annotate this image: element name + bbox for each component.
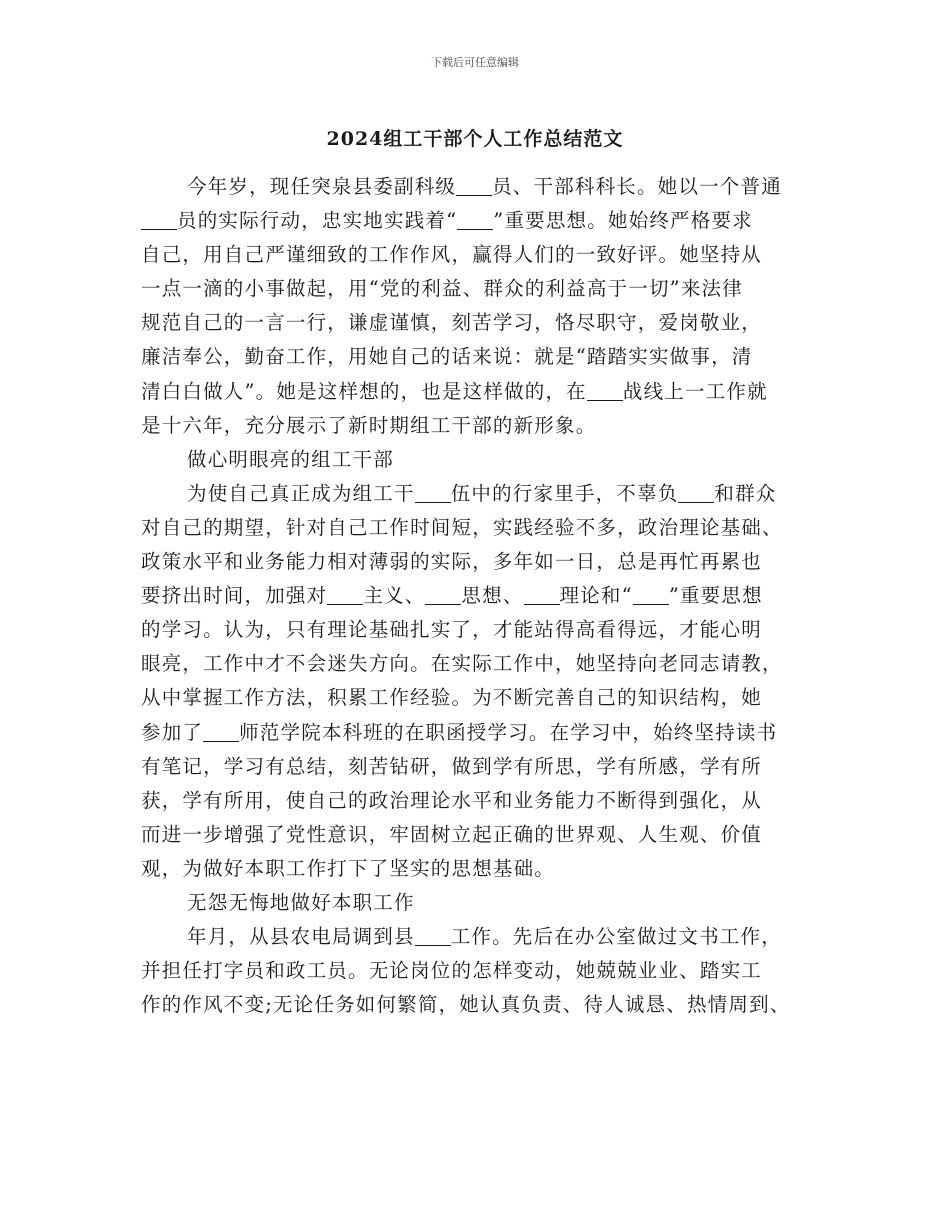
blank-underline [327, 585, 363, 606]
body-text [141, 170, 821, 1022]
text-line: 今年岁，现任突泉县委副科级 员、干部科科长。她以一个普通 [187, 175, 782, 198]
text-line: 无怨无悔地做好本职工作 [187, 890, 415, 914]
page-title: 2024组工干部个人工作总结范文 [326, 128, 624, 150]
text-line: 要挤出时间，加强对 主义、 思想、 理论和“ ”重要思想 [141, 584, 763, 608]
blank-underline [587, 380, 623, 401]
blank-underline [524, 585, 560, 606]
blank-underline [141, 210, 177, 231]
text-line: 对自己的期望，针对自己工作时间短，实践经验不多，政治理论基础、 [141, 515, 783, 539]
text-line: 而进一步增强了党性意识，牢固树立起正确的世界观、人生观、价值 [141, 822, 763, 846]
text-line: 并担任打字员和政工员。无论岗位的怎样变动，她兢兢业业、踏实工 [141, 959, 763, 983]
blank-underline [456, 176, 492, 197]
blank-underline [415, 926, 451, 947]
text-line: 参加了 师范学院本科班的在职函授学习。在学习中，始终坚持读书 [141, 720, 778, 744]
blank-underline [633, 585, 669, 606]
blank-underline [457, 210, 493, 231]
text-line: 规范自己的一言一行，谦虚谨慎，刻苦学习，恪尽职守，爱岗敬业， [141, 311, 763, 335]
text-line: 观，为做好本职工作打下了坚实的思想基础。 [141, 856, 556, 880]
text-line: 获，学有所用，使自己的政治理论水平和业务能力不断得到强化，从 [141, 788, 763, 812]
text-line: 是十六年，充分展示了新时期组工干部的新形象。 [141, 413, 597, 437]
text-line: 一点一滴的小事做起，用“党的利益、群众的利益高于一切”来法律 [141, 277, 743, 301]
text-line: 政策水平和业务能力相对薄弱的实际，多年如一日，总是再忙再累也 [141, 550, 763, 574]
header-note: 下载后可任意编辑 [431, 56, 519, 69]
blank-underline [678, 482, 714, 503]
text-line: 清白白做人”。她是这样想的，也是这样做的，在 战线上一工作就 [141, 379, 768, 403]
text-line: 眼亮，工作中才不会迷失方向。在实际工作中，她坚持向老同志请教， [141, 652, 783, 676]
text-line: 为使自己真正成为组工干 伍中的行家里手，不辜负 和群众 [187, 481, 777, 505]
blank-underline [203, 721, 239, 742]
text-line: 的学习。认为，只有理论基础扎实了，才能站得高看得远，才能心明 [141, 618, 763, 642]
text-line: 年月，从县农电局调到县 工作。先后在办公室做过文书工作， [187, 925, 782, 949]
text-line: 员的实际行动，忠实地实践着“ ”重要思想。她始终严格要求 [141, 204, 821, 238]
text-line: 作的作风不变;无论任务如何繁简，她认真负责、待人诚恳、热情周到、 [141, 993, 791, 1017]
text-line: 从中掌握工作方法，积累工作经验。为不断完善自己的知识结构，她 [141, 686, 763, 710]
text-line: 做心明眼亮的组工干部 [187, 447, 395, 471]
text-line: 自己，用自己严谨细致的工作作风，赢得人们的一致好评。她坚持从 [141, 243, 763, 267]
text-line: 有笔记，学习有总结，刻苦钻研，做到学有所思，学有所感，学有所 [141, 754, 763, 778]
text-line: 廉洁奉公，勤奋工作，用她自己的话来说：就是“踏踏实实做事，清 [141, 345, 753, 369]
blank-underline [415, 482, 451, 503]
blank-underline [425, 585, 461, 606]
